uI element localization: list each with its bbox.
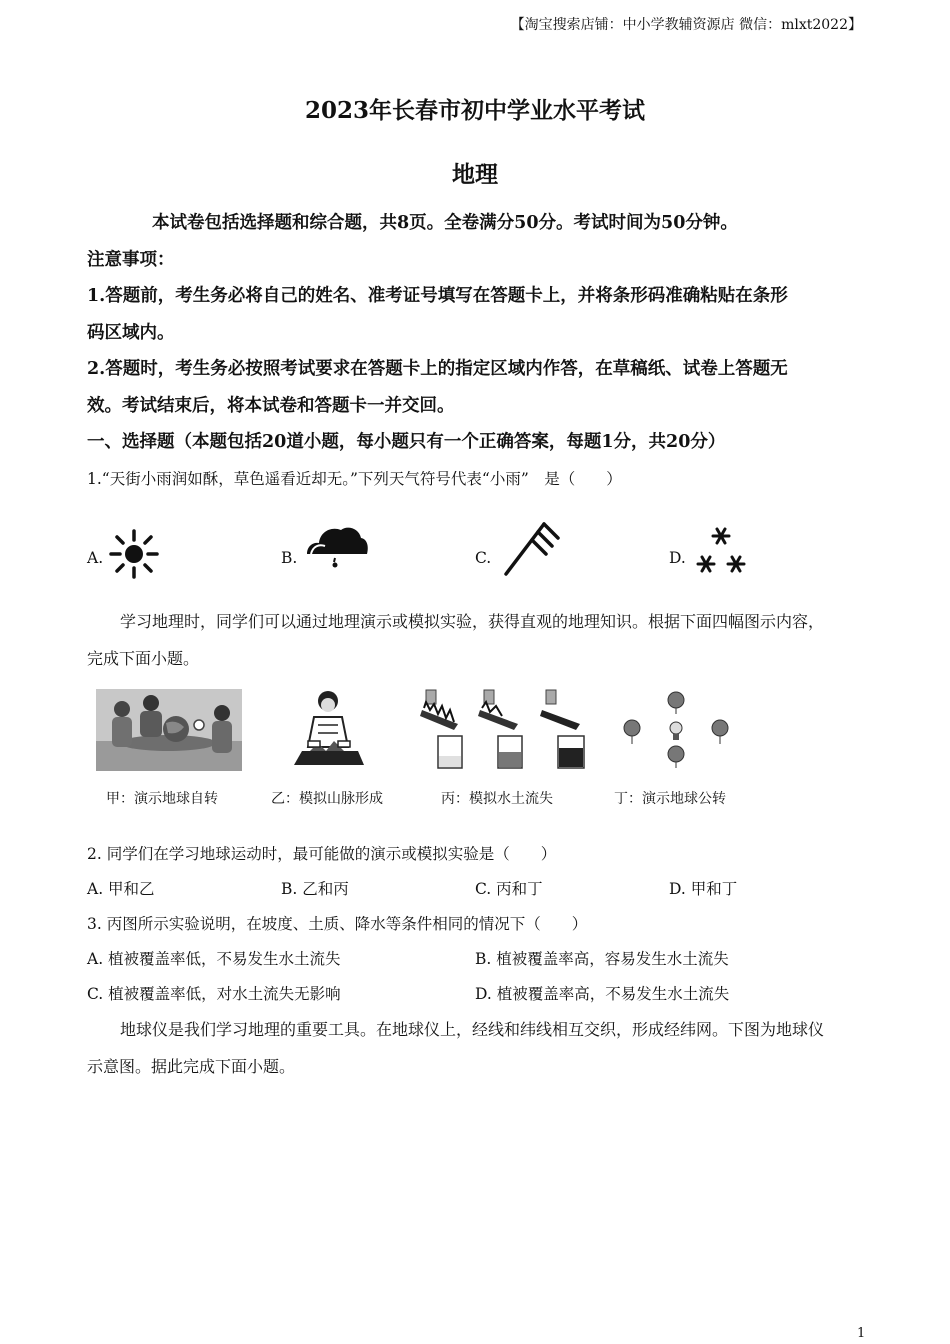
- q3-option-a: A. 植被覆盖率低，不易发生水土流失: [87, 950, 341, 968]
- q2-option-b: B. 乙和丙: [281, 880, 349, 898]
- q2-option-a: A. 甲和乙: [87, 880, 155, 898]
- q1-option-d-label: D.: [669, 549, 686, 567]
- exam-title: 2023年长春市初中学业水平考试: [304, 97, 645, 124]
- wind-barb-icon: [500, 518, 562, 580]
- q2-option-c: C. 丙和丁: [475, 880, 543, 898]
- soil-erosion-experiment-image: [418, 688, 590, 772]
- q3-option-d: D. 植被覆盖率高，不易发生水土流失: [475, 985, 730, 1003]
- q2-stem: 2. 同学们在学习地球运动时，最可能做的演示或模拟实验是（ ）: [87, 845, 557, 863]
- material-1-line1: 学习地理时，同学们可以通过地理演示或模拟实验，获得直观的地理知识。根据下面四幅图示内容，: [120, 612, 825, 631]
- q1-stem: 1.“天街小雨润如酥，草色遥看近却无。”下列天气符号代表“小雨” 是（ ）: [87, 470, 622, 488]
- material-1-line2: 完成下面小题。: [87, 649, 200, 668]
- intro-text: 本试卷包括选择题和综合题，共8页。全卷满分50分。考试时间为50分钟。: [152, 213, 738, 233]
- snow-icon: [692, 524, 750, 578]
- material-2-line2: 示意图。据此完成下面小题。: [87, 1057, 296, 1076]
- notice-1-line1: 1.答题前，考生务必将自己的姓名、准考证号填写在答题卡上，并将条形码准确粘贴在条形: [87, 286, 788, 306]
- figure-caption-ding: 丁：演示地球公转: [614, 791, 726, 807]
- mountain-formation-demo-image: [288, 689, 368, 771]
- q3-option-b: B. 植被覆盖率高，容易发生水土流失: [475, 950, 729, 968]
- earth-revolution-demo-image: [618, 688, 736, 772]
- q1-option-c-label: C.: [475, 549, 492, 567]
- q2-option-d: D. 甲和丁: [669, 880, 738, 898]
- subject-title: 地理: [452, 161, 498, 188]
- figure-caption-yi: 乙：模拟山脉形成: [271, 791, 383, 807]
- page-number: 1: [857, 1326, 866, 1341]
- light-rain-cloud-icon: [303, 522, 371, 574]
- header-note: 【淘宝搜索店铺：中小学教辅资源店 微信：mlxt2022】: [510, 17, 862, 33]
- section-1-heading: 一、选择题（本题包括20道小题，每小题只有一个正确答案，每题1分，共20分）: [87, 432, 726, 452]
- earth-rotation-demo-image: [96, 689, 242, 771]
- q3-stem: 3. 丙图所示实验说明，在坡度、土质、降水等条件相同的情况下（ ）: [87, 915, 588, 933]
- sun-icon: [108, 528, 160, 580]
- q3-option-c: C. 植被覆盖率低，对水土流失无影响: [87, 985, 341, 1003]
- q1-option-a-label: A.: [87, 549, 104, 567]
- notice-2-line1: 2.答题时，考生务必按照考试要求在答题卡上的指定区域内作答，在草稿纸、试卷上答题无: [87, 359, 788, 379]
- q1-option-b-label: B.: [281, 549, 298, 567]
- notice-2-line2: 效。考试结束后，将本试卷和答题卡一并交回。: [87, 396, 455, 416]
- figure-caption-jia: 甲：演示地球自转: [106, 791, 218, 807]
- material-2-line1: 地球仪是我们学习地理的重要工具。在地球仪上，经线和纬线相互交织，形成经纬网。下图为地球仪: [120, 1020, 825, 1039]
- notice-title: 注意事项：: [87, 250, 175, 270]
- notice-1-line2: 码区域内。: [87, 323, 175, 343]
- figure-caption-bing: 丙：模拟水土流失: [441, 791, 553, 807]
